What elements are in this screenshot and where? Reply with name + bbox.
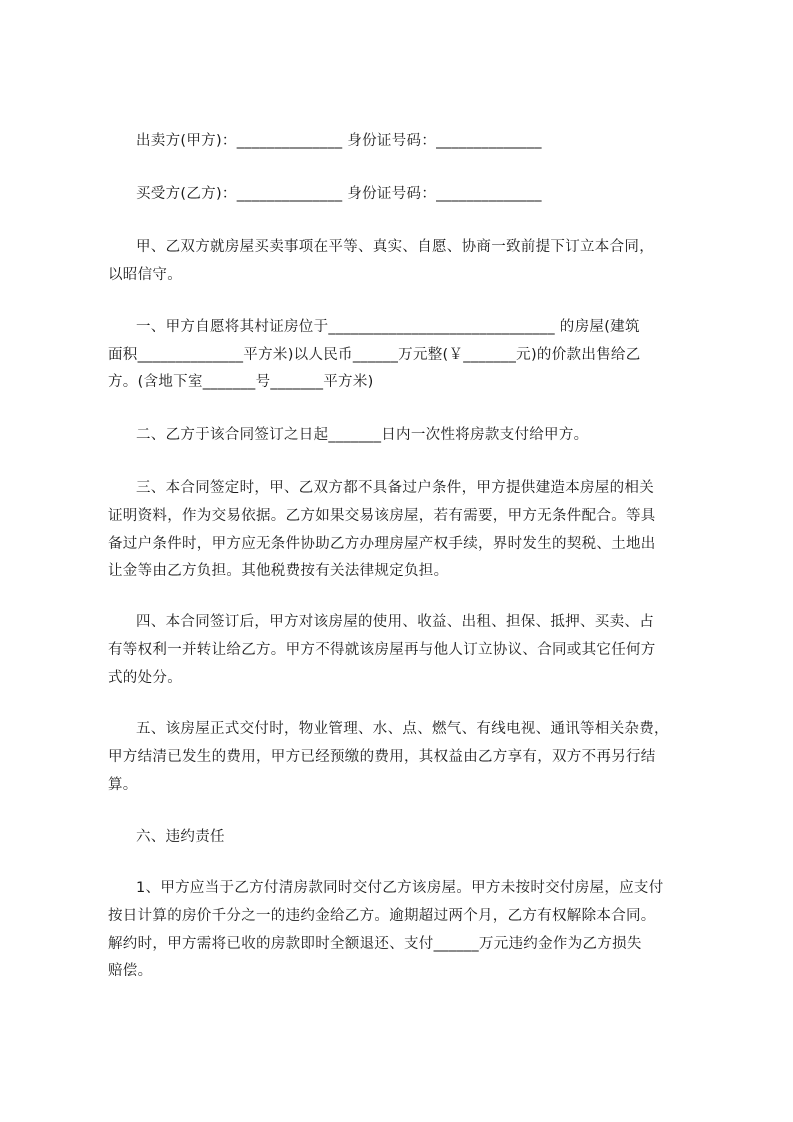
buyer-line: 买受方(乙方)：______________ 身份证号码：______________: [136, 186, 542, 202]
clause5-line-3: 算。: [108, 777, 138, 793]
clause4-line-1: 四、本合同签订后，甲方对该房屋的使用、收益、出租、担保、抵押、买卖、占: [136, 614, 654, 630]
clause3-line-4: 让金等由乙方负担。其他税费按有关法律规定负担。: [108, 563, 449, 579]
clause4-line-2: 有等权利一并转让给乙方。甲方不得就该房屋再与他人订立协议、合同或其它任何方: [108, 642, 656, 658]
clause5-line-2: 甲方结清已发生的费用，甲方已经预缴的费用，其权益由乙方享有，双方不再另行结: [108, 749, 656, 765]
seller-line: 出卖方(甲方)：______________ 身份证号码：______________: [136, 133, 542, 149]
clause3-line-2: 证明资料，作为交易依据。乙方如果交易该房屋，若有需要，甲方无条件配合。等具: [108, 508, 656, 524]
clause6-item1-line-2: 按日计算的房价千分之一的违约金给乙方。逾期超过两个月，乙方有权解除本合同。: [108, 908, 656, 924]
clause1-line-3: 方。(含地下室_______号_______平方米): [108, 374, 374, 390]
clause5-line-1: 五、该房屋正式交付时，物业管理、水、点、燃气、有线电视、通讯等相关杂费，: [136, 721, 669, 737]
clause6-item1-line-4: 赔偿。: [108, 963, 153, 979]
clause2-line-1: 二、乙方于该合同签订之日起_______日内一次性将房款支付给甲方。: [136, 427, 589, 443]
intro-line-2: 以昭信守。: [108, 267, 182, 283]
clause6-item1-line-3: 解约时，甲方需将已收的房款即时全额退还、支付______万元违约金作为乙方损失: [108, 936, 642, 952]
clause1-line-2: 面积______________平方米)以人民币______万元整(￥_______元)的价款出售给乙: [108, 347, 641, 363]
clause1-line-1: 一、甲方自愿将其村证房位于______________________________ 的房屋(建筑: [136, 319, 640, 335]
clause4-line-3: 式的处分。: [108, 670, 182, 686]
clause3-line-3: 备过户条件时，甲方应无条件协助乙方办理房屋产权手续，界时发生的契税、土地出: [108, 536, 656, 552]
clause6-item1-line-1: 1、甲方应当于乙方付清房款同时交付乙方该房屋。甲方未按时交付房屋，应支付: [136, 880, 664, 896]
clause6-heading: 六、违约责任: [136, 829, 225, 845]
clause3-line-1: 三、本合同签定时，甲、乙双方都不具备过户条件，甲方提供建造本房屋的相关: [136, 480, 654, 496]
intro-line-1: 甲、乙双方就房屋买卖事项在平等、真实、自愿、协商一致前提下订立本合同，: [136, 239, 654, 255]
